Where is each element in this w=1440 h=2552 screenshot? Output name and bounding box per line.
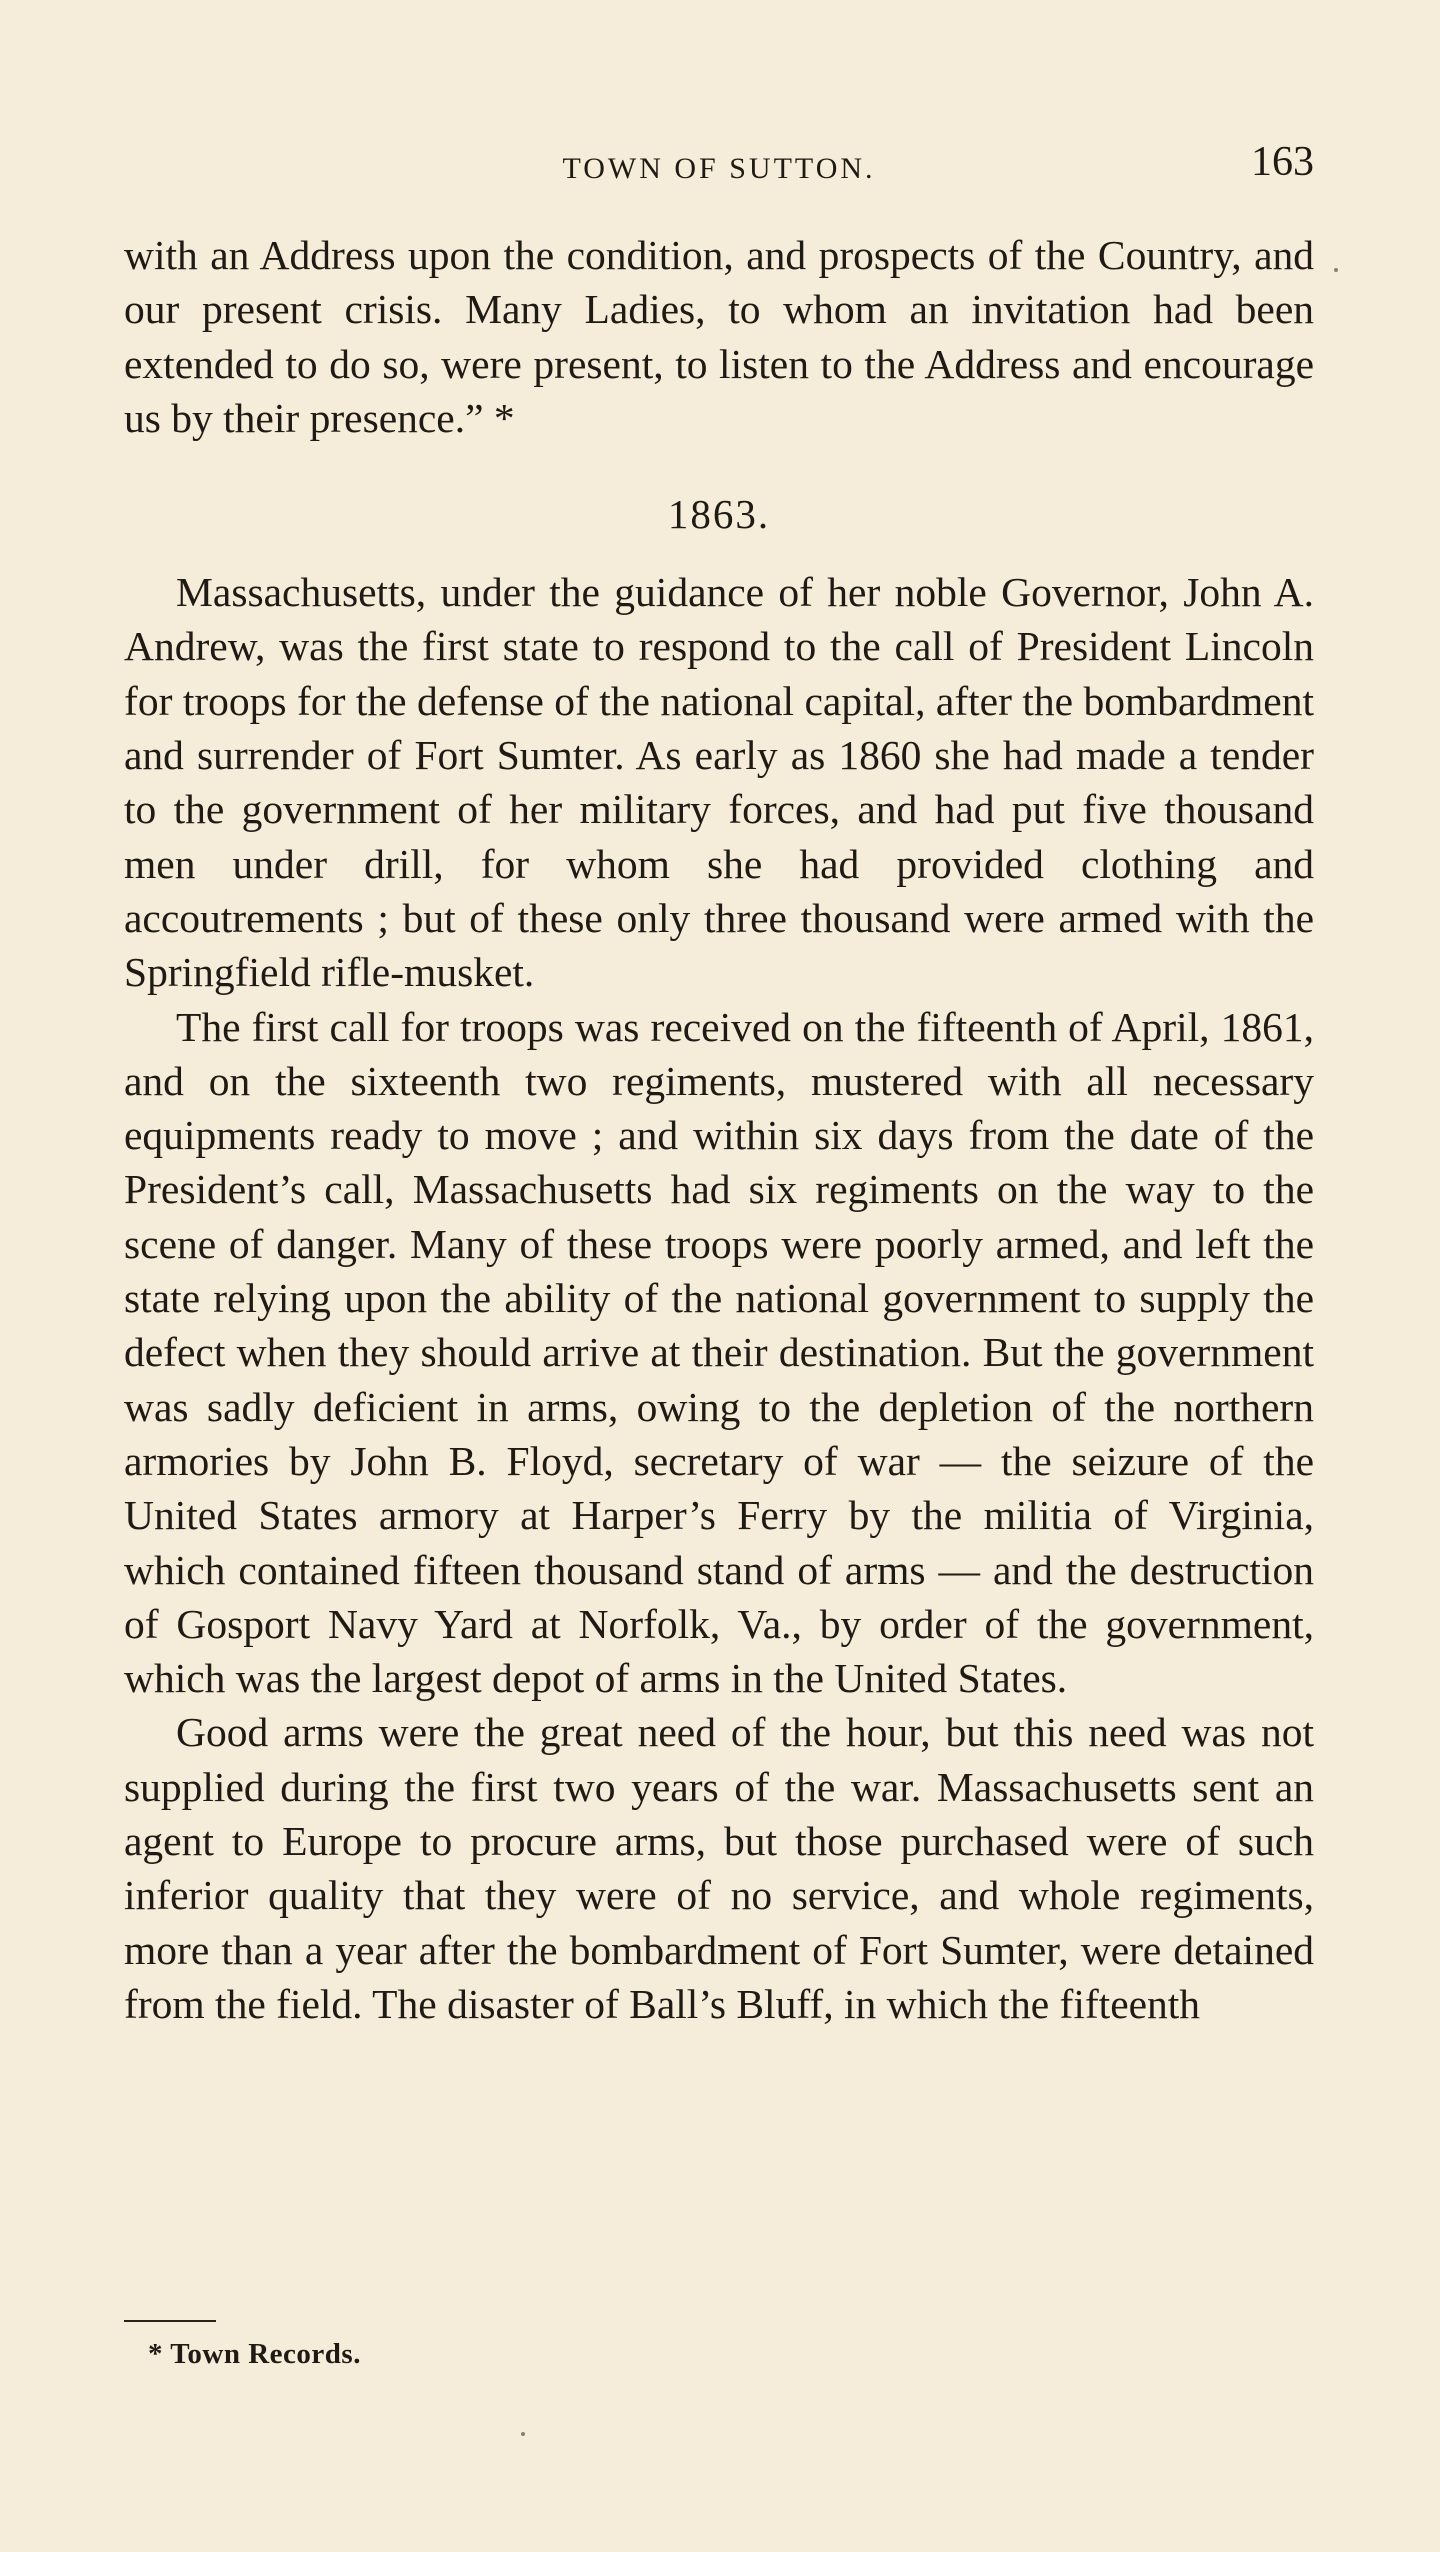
footnote: * Town Records. [148, 2338, 361, 2370]
page-number: 163 [1251, 139, 1314, 185]
paragraph: Massachusetts, under the guidance of her noble Governor, John A. Andrew, was the first state to respond to the call of President Lincoln for troops for the defense of the national capital, after the bombardment and surrender of Fort Sumter. As early as 1860 she had made a tender to the government of her military forces, and had put five thousand men under drill, for whom she had provided clothing and accoutrements ; but of these only three thousand were armed with the Springfield rifle-musket. [124, 569, 1314, 996]
running-head [124, 138, 1314, 198]
body-text [124, 228, 1314, 2031]
paper-speck [1334, 268, 1338, 272]
opening-paragraph: with an Address upon the condition, and prospects of the Country, and our present crisis. Many Ladies, to whom an invitation had been extended to do so, were present, to listen to the Address and encourage us by their presence.” * [124, 232, 1314, 441]
running-title: TOWN OF SUTTON. [562, 152, 876, 185]
paragraph: Good arms were the great need of the hour, but this need was not supplied during the first two years of the war. Massachusetts sent an agent to Europe to procure arms, but those purchased were of such inferior quality that they were of no service, and whole regiments, more than a year after the bombardment of Fort Sumter, were detained from the field. The disaster of Ball’s Bluff, in which the fifteenth [124, 1709, 1314, 2027]
paper-speck [521, 2432, 525, 2436]
year-heading: 1863. [667, 491, 771, 538]
paragraph: The first call for troops was received on the fifteenth of April, 1861, and on the sixteenth two regiments, mustered with all necessary equipments ready to move ; and within six days from the date of the President’s call, Massachusetts had six regiments on the way to the scene of danger. Many of these troops were poorly armed, and left the state relying upon the ability of the national government to supply the defect when they should arrive at their destination. But the government was sadly deficient in arms, owing to the depletion of the northern armories by John B. Floyd, secretary of war — the seizure of the United States armory at Harper’s Ferry by the militia of Virginia, which contained fifteen thousand stand of arms — and the destruction of Gosport Navy Yard at Norfolk, Va., by order of the government, which was the largest depot of arms in the United States. [124, 1003, 1314, 1702]
footnote-rule [124, 2320, 216, 2322]
